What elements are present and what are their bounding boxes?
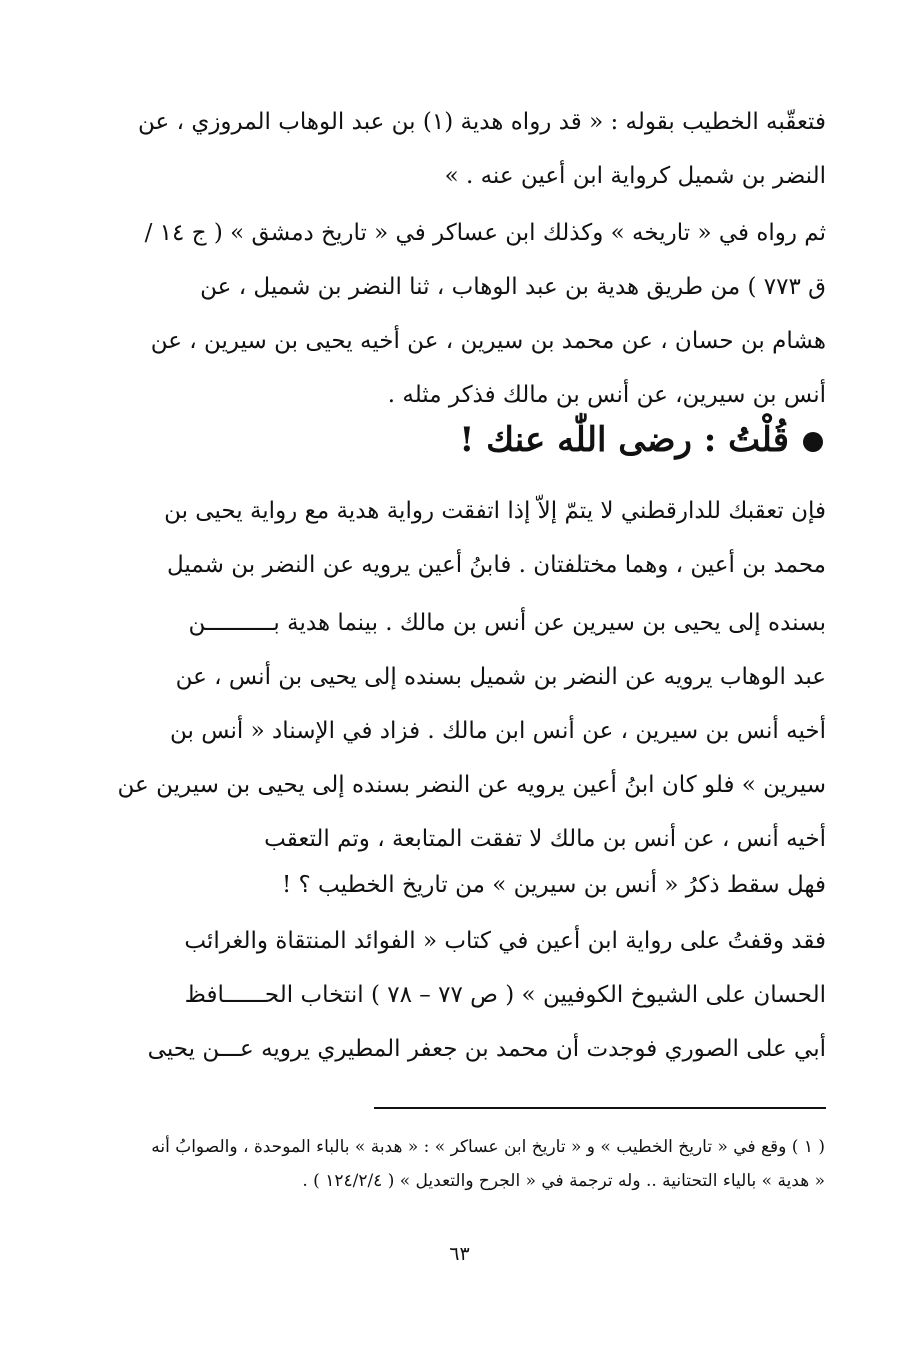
paragraph-comparison: [108, 596, 826, 866]
section-heading: [459, 410, 823, 470]
text-line: ق ٧٧٣ ) من طريق هدية بن عبد الوهاب ، ثنا النضر بن شميل ، عن: [200, 274, 826, 300]
page-number: ٦٣: [449, 1243, 470, 1265]
text-line: أبي على الصوري فوجدت أن محمد بن جعفر المطيري يرويه عـــن يحيى: [147, 1036, 826, 1062]
text-line: فقد وقفتُ على رواية ابن أعين في كتاب « الفوائد المنتقاة والغرائب: [184, 928, 826, 954]
paragraph-narration-chain: [108, 206, 826, 422]
footnote-divider: [374, 1107, 826, 1109]
text-line: أخيه أنس بن سيرين ، عن أنس ابن مالك . فزاد في الإسناد « أنس بن: [169, 718, 826, 744]
text-line: عبد الوهاب يرويه عن النضر بن شميل بسنده إلى يحيى بن أنس ، عن: [175, 664, 826, 690]
text-line: فإن تعقبك للدارقطني لا يتمّ إلاّ إذا اتفقت رواية هدية مع رواية يحيى بن: [164, 498, 826, 524]
text-line: سيرين » فلو كان ابنُ أعين يرويه عن النضر بسنده إلى يحيى بن سيرين عن: [117, 772, 826, 798]
text-line: ثم رواه في « تاريخه » وكذلك ابن عساكر في « تاريخ دمشق » ( ج ١٤ /: [144, 220, 826, 246]
paragraph-response: [108, 484, 826, 592]
text-line: بسنده إلى يحيى بن سيرين عن أنس بن مالك . بينما هدية بــــــــــن: [188, 610, 826, 636]
footnotes: [100, 1130, 825, 1198]
paragraph-source-check: [108, 914, 826, 1076]
text-line: فتعقّبه الخطيب بقوله : « قد رواه هدية (١) بن عبد الوهاب المروزي ، عن: [138, 109, 826, 135]
footnote-line: ( ١ ) وقع في « تاريخ الخطيب » و « تاريخ ابن عساكر » : « هدبة » بالباء الموحدة ، والصوابُ أنه: [151, 1137, 825, 1157]
text-line: النضر بن شميل كرواية ابن أعين عنه . »: [444, 163, 826, 189]
text-line: أخيه أنس ، عن أنس بن مالك لا تفقت المتابعة ، وتم التعقب: [264, 826, 826, 852]
paragraph-khatib-objection: [108, 95, 826, 203]
paragraph-question: [108, 858, 826, 912]
text-line: محمد بن أعين ، وهما مختلفتان . فابنُ أعين يرويه عن النضر بن شميل: [167, 552, 826, 578]
bullet-icon: [803, 432, 823, 452]
heading-text: قُلْتُ : رضى اللّٰه عنك !: [459, 420, 789, 460]
text-line: فهل سقط ذكرُ « أنس بن سيرين » من تاريخ الخطيب ؟ !: [281, 872, 826, 898]
text-line: الحسان على الشيوخ الكوفيين » ( ص ٧٧ – ٧٨ ) انتخاب الحــــــافظ: [184, 982, 826, 1008]
text-line: أنس بن سيرين، عن أنس بن مالك فذكر مثله .: [387, 382, 826, 408]
footnote-line: « هدية » بالياء التحتانية .. وله ترجمة في « الجرح والتعديل » ( ١٢٤/٢/٤ ) .: [302, 1171, 825, 1191]
text-line: هشام بن حسان ، عن محمد بن سيرين ، عن أخيه يحيى بن سيرين ، عن: [150, 328, 826, 354]
